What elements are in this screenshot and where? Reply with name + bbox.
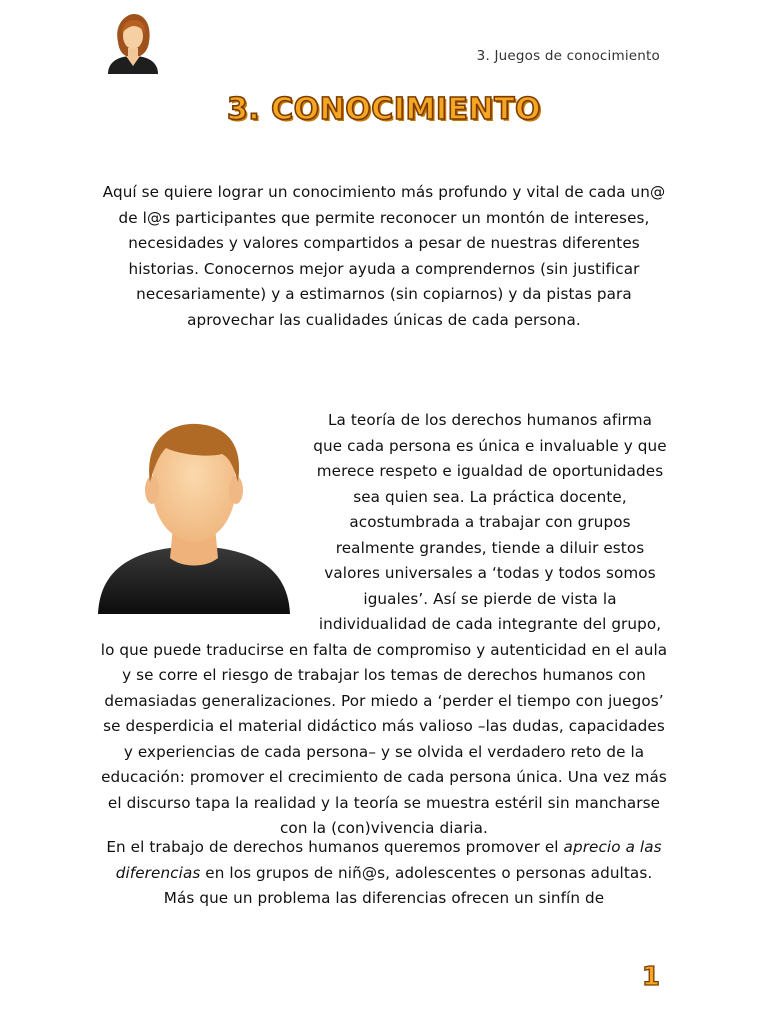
- chapter-title: 3. CONOCIMIENTO: [226, 92, 542, 127]
- person-silhouette-icon: [94, 408, 294, 618]
- paragraph-differences-end: en los grupos de niñ@s, adolescentes o personas adultas. Más que un problema las diferencias ofrecen un sinfín de: [163, 863, 653, 907]
- woman-avatar-icon: [104, 12, 162, 74]
- page-number: 1: [641, 962, 660, 992]
- paragraph-differences-start: En el trabajo de derechos humanos queremos promover el: [106, 838, 564, 856]
- paragraph-intro: Aquí se quiere lograr un conocimiento más profundo y vital de cada un@ de l@s participantes que permite reconocer un montón de intereses, necesidades y valores compartidos a pesar de nuestras diferentes historias. Conocernos mejor ayuda a comprendernos (sin justificar necesariamente) y a estimarnos (sin copiarnos) y da pistas para aprovechar las cualidades únicas de cada persona.: [102, 183, 666, 329]
- emphasis-differences: aprecio a las diferencias: [115, 838, 662, 882]
- paragraph-rights: [100, 357, 668, 842]
- paragraph-differences: [100, 835, 668, 912]
- paragraph-rights-text: La teoría de los derechos humanos afirma que cada persona es única e invaluable y que merece respeto e igualdad de oportunidades sea quien sea. La práctica docente, acostumbrada a trabajar con grupos realmente grandes, tiende a diluir estos valores universales a ‘todas y todos somos iguales’. Así se pierde de vista la individualidad de cada integrante del grupo, lo que puede traducirse en falta de compromiso y autenticidad en el aula y se corre el riesgo de trabajar los temas de derechos humanos con demasiadas generalizaciones. Por miedo a ‘perder el tiempo con juegos’ se desperdicia el material didáctico más valioso –las dudas, capacidades y experiencias de cada persona– y se olvida el verdadero reto de la educación: promover el crecimiento de cada persona única. Una vez más el discurso tapa la realidad y la teoría se muestra estéril sin mancharse con la (con)vivencia diaria.: [100, 411, 668, 837]
- running-header: 3. Juegos de conocimiento: [476, 48, 660, 64]
- person-illustration: [94, 408, 306, 632]
